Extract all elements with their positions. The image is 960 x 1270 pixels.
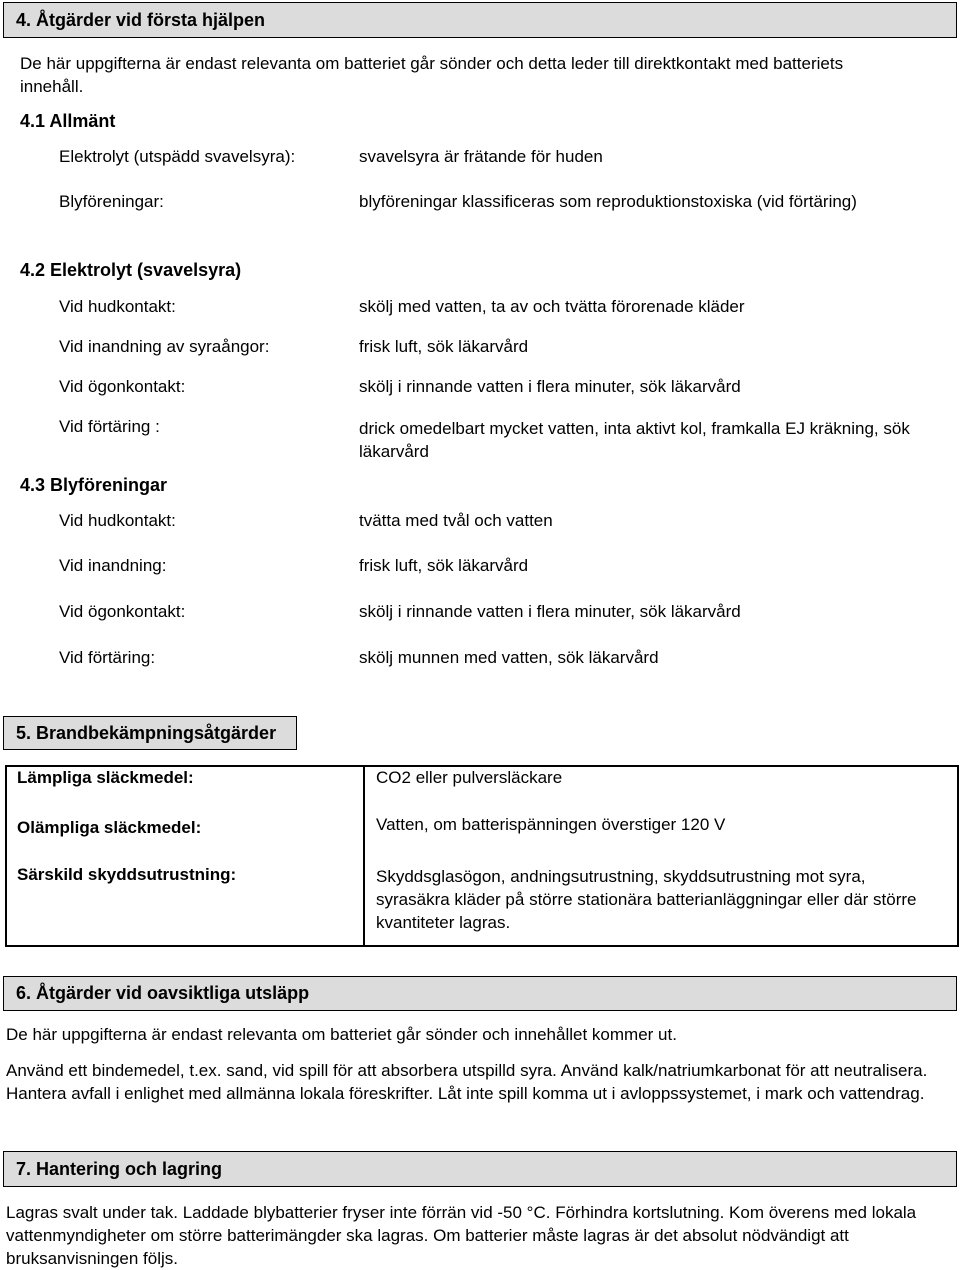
value: svavelsyra är frätande för huden	[359, 147, 603, 166]
section-4-intro: De här uppgifterna är endast relevanta om batteriet går sönder och detta leder till direktkontakt med batteriets innehåll.	[20, 54, 844, 96]
value: skölj munnen med vatten, sök läkarvård	[359, 648, 659, 667]
subsection-4-3-title: 4.3 Blyföreningar	[20, 475, 168, 495]
label: Vid förtäring:	[59, 648, 156, 667]
section-7-title: 7. Hantering och lagring	[16, 1158, 223, 1179]
value: Vatten, om batterispänningen överstiger 120 V	[376, 815, 726, 834]
value: Skyddsglasögon, andningsutrustning, skyddsutrustning mot syra, syrasäkra kläder på större stationära batterianläggningar eller där större kvantiteter lagras.	[376, 867, 917, 932]
label: Vid inandning:	[59, 556, 167, 575]
label: Elektrolyt (utspädd svavelsyra):	[59, 147, 296, 166]
section-7-paragraph: Lagras svalt under tak. Laddade blybatterier fryser inte förrän vid -50 °C. Förhindra kortslutning. Kom överens med lokala vattenmyndigheter om större batterimängder ska lagras. Om batterier måste lagras är det absolut nödvändigt att bruksanvisningen följs.	[6, 1203, 917, 1268]
section-6-header	[3, 976, 957, 1011]
value	[376, 768, 562, 788]
section-4-header	[3, 2, 957, 38]
value: frisk luft, sök läkarvård	[359, 337, 529, 356]
value: skölj i rinnande vatten i flera minuter, sök läkarvård	[359, 602, 741, 621]
section-6-title: 6. Åtgärder vid oavsiktliga utsläpp	[16, 983, 310, 1003]
section-6-paragraph: Använd ett bindemedel, t.ex. sand, vid spill för att absorbera utspilld syra. Använd kalk/natriumkarbonat för att neutralisera. Hantera avfall i enlighet med allmänna lokala föreskrifter. Låt inte spill komma ut i avloppssystemet, i mark och vattendrag.	[6, 1061, 928, 1103]
label: Vid förtäring :	[59, 417, 160, 436]
label: Vid ögonkontakt:	[59, 602, 186, 621]
section-6-paragraph: De här uppgifterna är endast relevanta om batteriet går sönder och innehållet kommer ut.	[6, 1025, 677, 1044]
value-prefix: CO	[376, 768, 402, 787]
label: Lämpliga släckmedel:	[17, 768, 194, 787]
label: Olämpliga släckmedel:	[17, 818, 202, 837]
value-subscript: 2	[401, 768, 411, 787]
subsection-4-1-title: 4.1 Allmänt	[20, 111, 116, 131]
label: Vid inandning av syraångor:	[59, 337, 270, 356]
value: tvätta med tvål och vatten	[359, 511, 553, 530]
value: drick omedelbart mycket vatten, inta aktivt kol, framkalla EJ kräkning, sök läkarvård	[359, 419, 910, 461]
subsection-4-2-title: 4.2 Elektrolyt (svavelsyra)	[20, 260, 242, 280]
label: Särskild skyddsutrustning:	[17, 865, 237, 884]
label: Vid ögonkontakt:	[59, 377, 186, 396]
label: Blyföreningar:	[59, 192, 164, 211]
label: Vid hudkontakt:	[59, 511, 176, 530]
value: skölj med vatten, ta av och tvätta förorenade kläder	[359, 297, 745, 316]
value-suffix: eller pulversläckare	[410, 768, 563, 787]
section-5-title: 5. Brandbekämpningsåtgärder	[16, 722, 277, 743]
label: Vid hudkontakt:	[59, 297, 176, 316]
section-7-header	[3, 1151, 957, 1187]
value: blyföreningar klassificeras som reproduktionstoxiska (vid förtäring)	[359, 192, 857, 211]
value: frisk luft, sök läkarvård	[359, 556, 529, 575]
value: skölj i rinnande vatten i flera minuter, sök läkarvård	[359, 377, 741, 396]
section-5-header	[3, 716, 297, 750]
section-4-title: 4. Åtgärder vid första hjälpen	[16, 9, 266, 30]
